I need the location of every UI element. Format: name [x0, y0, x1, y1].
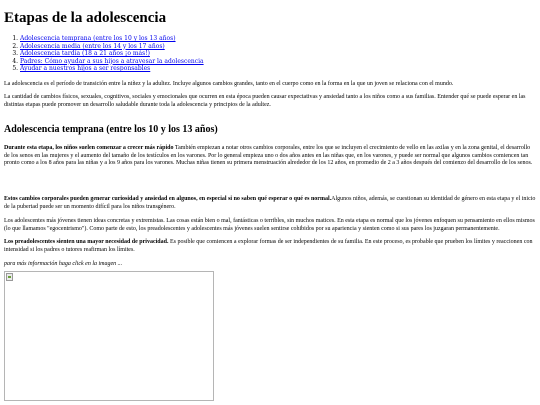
- toc-item: [20, 50, 536, 58]
- toc-item: [20, 58, 536, 66]
- toc-link-media[interactable]: Adolescencia media (entre los 14 y los 17 años): [20, 42, 165, 50]
- paragraph-cambios-text: Algunos niños, además, se cuestionan su identidad de género en esta etapa y el inicio de la pubertad puede ser un momento difícil para los niños transgénero.: [4, 196, 536, 211]
- paragraph-cambios-bold: Estos cambios corporales pueden generar curiosidad y ansiedad en algunos, en especial si no saben qué esperar o qué es normal.: [4, 196, 332, 203]
- spacer: [4, 174, 536, 196]
- paragraph-crecimiento-bold: Durante esta etapa, los niños suelen comenzar a crecer más rápido: [4, 144, 174, 151]
- intro-paragraph-2: La cantidad de cambios físicos, sexuales, cognitivos, sociales y emocionales que ocurren en esta época pueden causar expectativas y ansiedad tanto a los niños como a sus familias. Entender qué se puede esperar en las distintas etapas puede promover un desarrollo saludable durante toda la adolescencia y principios de la adultez.: [4, 94, 526, 109]
- toc-item: [20, 65, 536, 73]
- paragraph-cambios: [4, 196, 536, 212]
- paragraph-crecimiento: [4, 145, 536, 168]
- section-heading-temprana: Adolescencia temprana (entre los 10 y los 13 años): [4, 123, 218, 135]
- paragraph-privacidad: [4, 239, 536, 255]
- table-of-contents: [4, 35, 536, 73]
- paragraph-crecimiento-text: También empiezan a notar otros cambios corporales, entre los que se incluyen el crecimiento de vello en las axilas y en la zona genital, el desarrollo de los senos en las mujeres y el aumento del tamaño de los testículos en los varones. Por lo general empieza uno o dos años antes en las niñas que, en los varones, y puede ser normal que algunos cambios comiencen tan pronto como a los 8 años para las niñas y a los 9 años para los varones. Muchas niñas tienen su primera menstruación alrededor de los 12 años, en promedio de 2 a 3 años después del comienzo del desarrollo de los senos.: [4, 144, 533, 167]
- broken-image-icon: [6, 273, 13, 281]
- toc-link-tardia[interactable]: Adolescencia tardía (18 a 21 años ¡o más!): [20, 50, 150, 57]
- toc-item: [20, 43, 536, 51]
- toc-item: [20, 35, 536, 43]
- toc-link-temprana[interactable]: Adolescencia temprana (entre los 10 y los 13 años): [20, 35, 176, 42]
- paragraph-privacidad-bold: Los preadolescentes sienten una mayor necesidad de privacidad.: [4, 239, 169, 246]
- image-caption: para más información haga click en la imagen ...: [4, 261, 123, 268]
- paragraph-privacidad-text: Es posible que comiencen a explorar formas de ser independientes de su familia. En este proceso, es probable que prueben los límites y reaccionen con intensidad si los padres o tutores reafirman los límites.: [4, 239, 533, 254]
- toc-link-padres[interactable]: Padres: Cómo ayudar a sus hijos a atravesar la adolescencia: [20, 57, 204, 65]
- info-image-link[interactable]: [4, 271, 214, 401]
- page-title: Etapas de la adolescencia: [4, 10, 167, 26]
- toc-link-responsables[interactable]: Ayudar a nuestros hijos a ser responsables: [20, 65, 151, 72]
- paragraph-egocentrismo: Los adolescentes más jóvenes tienen ideas concretas y extremistas. Las cosas están bien o mal, fantásticas o terribles, sin muchos matices. En esta etapa es normal que los jóvenes enfoquen su pensamiento en ellos mismos (lo que llamamos "egocentrismo"). Como parte de esto, los preadolescentes y adolescentes más jóvenes suelen sentirse cohibidos por su apariencia y sienten como si sus pares los juzgaran permanentemente.: [4, 217, 535, 232]
- intro-paragraph-1: La adolescencia es el período de transición entre la niñez y la adultez. Incluye algunos cambios grandes, tanto en el cuerpo como en la forma en la que un joven se relaciona con el mundo.: [4, 80, 454, 87]
